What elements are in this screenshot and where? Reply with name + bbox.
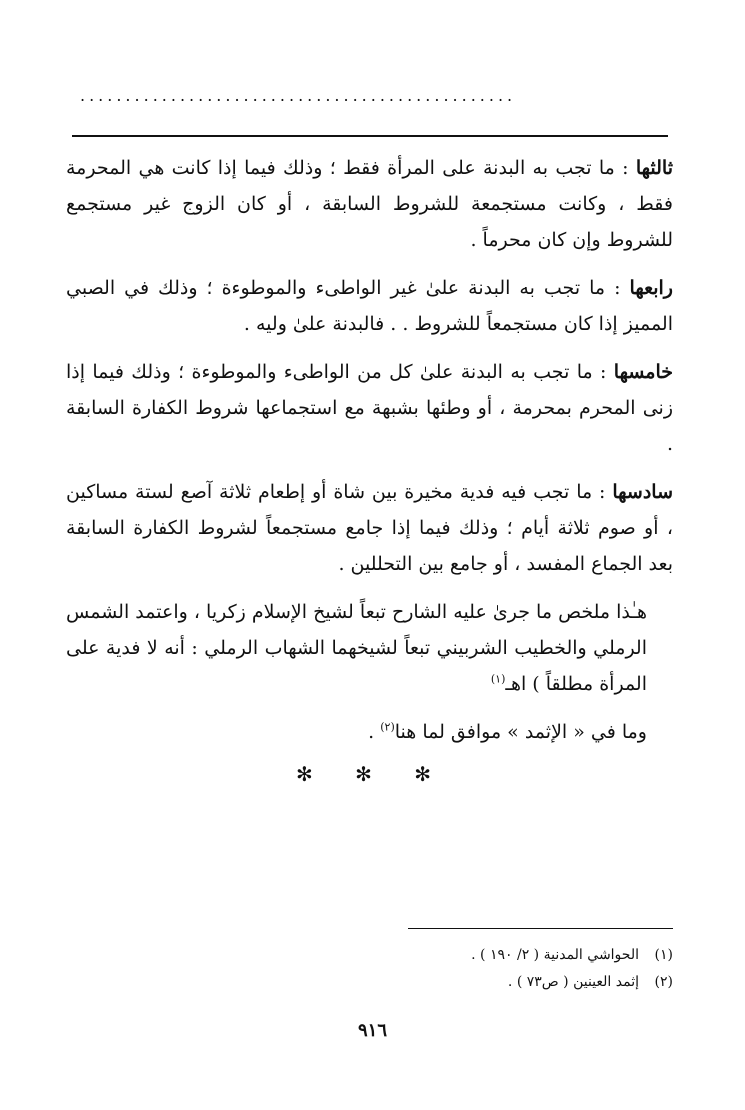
section-separator-stars: ✻ ✻ ✻ xyxy=(296,762,449,786)
paragraph-heading: ثالثها xyxy=(635,157,673,179)
footnote-item xyxy=(66,942,673,969)
paragraph-sixth xyxy=(66,474,673,582)
paragraph-end: . xyxy=(368,721,381,743)
footnote-item xyxy=(66,969,673,996)
footnote-ref: (١) xyxy=(490,672,506,686)
header-rule xyxy=(72,135,668,137)
paragraph-heading: رابعها xyxy=(629,277,673,299)
footnote-text: الحواشي المدنية ( ٢/ ١٩٠ ) . xyxy=(471,947,639,963)
paragraph-text: : ما تجب به البدنة علىٰ كل من الواطىء والموطوءة ؛ وذلك فيما إذا زنى المحرم بمحرمة ، أو وطئها بشبهة مع استجماعها شروط الكفارة السابقة . xyxy=(66,361,673,455)
footnote-number: (٢) xyxy=(654,974,673,990)
paragraph-fourth xyxy=(66,270,673,342)
footnote-number: (١) xyxy=(654,947,673,963)
footnote-text: إثمد العينين ( ص٧٣ ) . xyxy=(507,974,639,990)
paragraph-third xyxy=(66,150,673,258)
paragraph-fifth xyxy=(66,354,673,462)
paragraph-text: هـٰذا ملخص ما جرىٰ عليه الشارح تبعاً لشيخ الإسلام زكريا ، واعتمد الشمس الرملي والخطيب الشربيني تبعاً لشيخهما الشهاب الرملي : أنه لا فدية على المرأة مطلقاً ) اهـ xyxy=(66,601,647,695)
paragraph-ithmid xyxy=(66,714,673,750)
paragraph-summary xyxy=(66,594,673,702)
footnote-ref: (٢) xyxy=(380,720,395,734)
paragraph-text: وما في « الإثمد » موافق لما هنا xyxy=(394,721,647,743)
paragraph-text: : ما تجب به البدنة على المرأة فقط ؛ وذلك فيما إذا كانت هي المحرمة فقط ، وكانت مستجمعة للشروط السابقة ، أو كان الزوج غير مستجمع للشروط وإن كان محرماً . xyxy=(66,157,673,251)
header-dot-leader: ................................................ xyxy=(80,86,517,105)
paragraph-heading: سادسها xyxy=(612,481,673,503)
paragraph-text: : ما تجب فيه فدية مخيرة بين شاة أو إطعام ثلاثة آصع لستة مساكين ، أو صوم ثلاثة أيام ؛ وذلك فيما إذا جامع مستجمعاً لشروط الكفارة السابقة بعد الجماع المفسد ، أو جامع بين التحللين . xyxy=(66,481,673,575)
paragraph-heading: خامسها xyxy=(613,361,673,383)
footnote-rule xyxy=(408,928,673,929)
page-number: ٩١٦ xyxy=(357,1020,387,1041)
footnotes xyxy=(66,942,673,996)
main-text xyxy=(66,150,673,762)
paragraph-text: : ما تجب به البدنة علىٰ غير الواطىء والموطوءة ؛ وذلك في الصبي المميز إذا كان مستجمعاً للشروط . . فالبدنة علىٰ وليه . xyxy=(66,277,673,335)
